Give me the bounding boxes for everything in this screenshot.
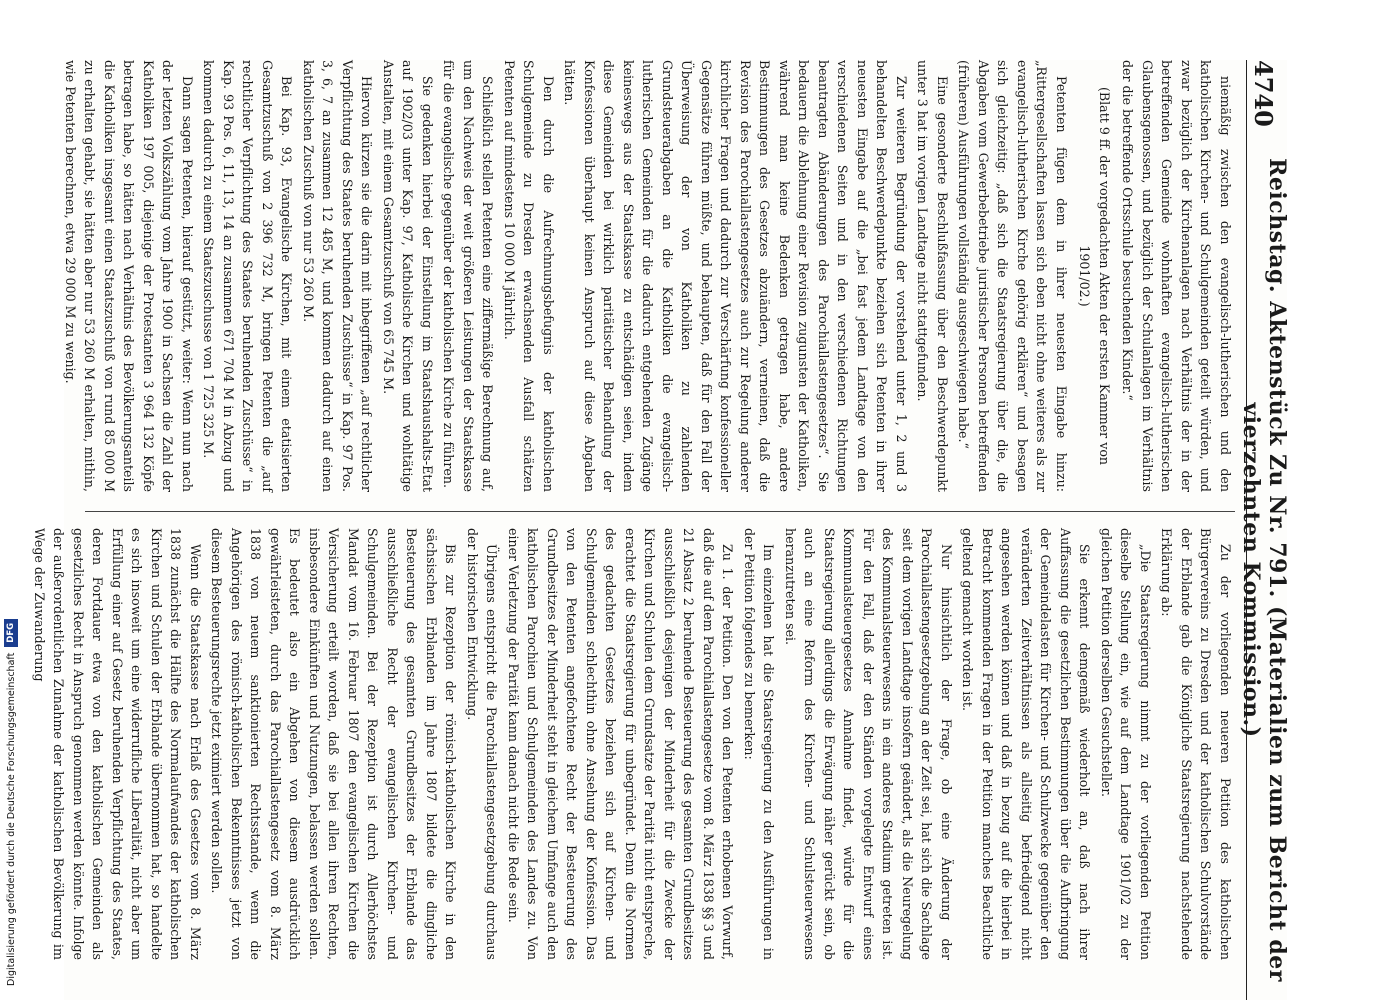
paragraph: Nur hinsichtlich der Frage, ob eine Änderung der Parochiallastengesetzgebung an der Zeit sei, hat sich die Sachlage seit dem vorigen Landtage insofern geändert, als die Neuregelung des Kommunalsteuerwesens in ein anderes Stadium getreten ist. Für den Fall, daß der den Ständen vorgelegte Entwurf eines Kommunalsteuergesetzes Annahme findet, würde für die Staatsregierung allerdings die Erwägung näher gerückt sein, ob auch an eine Reform des Kirchen- und Schulsteuerwesens heranzutreten sei. (783, 528, 954, 960)
scanned-page (32, 60, 1290, 1000)
paragraph: Zur weiteren Begründung der vorstehend unter 1, 2 und 3 behandelten Beschwerdepunkte beziehen sich Petenten in ihrer neuesten Eingabe auf die „bei fast jedem Landtage von den verschiedenen Seiten und in den verschiedenen Richtungen beantragten Abänderungen des Parochiallastengesetzes“. Sie bedauern die Ablehnung einer Revision zugunsten der Katholiken, während man keine Bedenken getragen habe, andere Bestimmungen des Gesetzes abzuändern, verneinen, daß die Revision des Parochiallastengesetzes auch zur Regelung anderer kirchlicher Fragen und dadurch zur Verschärfung konfessioneller Gegensätze führen müßte, und behaupten, daß für den Fall der Überweisung der von Katholiken zu zahlenden Grundsteuerabgaben an die Katholiken die evangelisch-lutherischen Gemeinden für die dadurch entgehenden Zugänge keineswegs aus der Staatskasse zu entschädigen seien, indem diese Gemeinden bei wirklich paritätischer Behandlung der Konfessionen überhaupt keinen Anspruch auf diese Abgaben hätten. (562, 60, 909, 492)
page-number: 4740 (1249, 60, 1279, 127)
digitization-credit (0, 0, 22, 1000)
page-content (32, 60, 1290, 1000)
paragraph: Bis zur Rezeption der römisch-katholischen Kirche in den sächsischen Erblanden im Jahre 1807 bildete die dingliche Besteuerung des gesamten Grundbesitzes der Erblande das ausschließliche Recht der evangelischen Kirchen- und Schulgemeinden. Bei der Rezeption ist durch Allerhöchstes Mandat vom 16. Februar 1807 den evangelischen Kirchen die Versicherung erteilt worden, daß sie bei allen ihren Rechten, insbesondere Einkünften und Nutzungen, belassen werden sollen. Es bedeutet also ein Abgehen von diesem ausdrücklich gewährleisteten, durch das Parochiallastengesetz vom 8. März 1838 von neuem sanktionierten Rechtsstande, wenn die Angehörigen des römisch-katholischen Bekenntnisses jetzt von diesem Besteuerungsrechte jetzt eximiert werden sollen. (209, 528, 459, 960)
paragraph: Eine gesonderte Beschlußfassung über den Beschwerdepunkt unter 3 hat im vorigen Landtage nicht stattgefunden. (915, 60, 950, 492)
paragraph: Sie erkennt demgemäß wiederholt an, daß nach ihrer Auffassung die gesetzlichen Bestimmungen über die Aufbringung der Gemeindelasten für Kirchen- und Schulzwecke gegenüber den veränderten Zeitverhältnissen als allseitig befriedigend nicht angesehen werden können und daß in bezug auf die hierbei in Betracht kommenden Fragen in der Petition manches Beachtliche geltend gemacht worden ist. (960, 528, 1093, 960)
right-column (32, 528, 1235, 960)
paragraph: Zu der vorliegenden neueren Petition des katholischen Bürgervereins zu Dresden und der katholischen Schulvorstände der Erblande gab die Königliche Staatsregierung nachstehende Erklärung ab: (1159, 528, 1233, 960)
paragraph: „Die Staatsregierung nimmt zu der vorliegenden Petition dieselbe Stellung ein, wie auf dem Landtage 1901/02 zu der gleichen Petition derselben Gesuchsteller. (1099, 528, 1153, 960)
credit-text: Digitalisierung gefördert durch die Deutsche Forschungsgemeinschaft (5, 652, 17, 986)
paragraph: niemäßig zwischen den evangelisch-lutherischen und den katholischen Kirchen- und Schulgemeinden geteilt würden, und zwar bezüglich der Kirchenanlagen nach Verhältnis der in der betreffenden Gemeinde wohnhaften evangelisch-lutherischen Glaubensgenossen, und bezüglich der Schulanlagen im Verhältnis der die betreffende Ortsschule besuchenden Kinder.“ (1120, 60, 1233, 492)
paragraph: Hiervon kürzen sie die darin mit inbegriffenen „auf rechtlicher Verpflichtung des Staates beruhenden Zuschüsse“ in Kap. 97 Pos. 3, 6, 7 an zusammen 12 485 M, und kommen dadurch auf einen katholischen Zuschuß von nur 53 260 M. (301, 60, 375, 492)
paragraph: Im einzelnen hat die Staatsregierung zu den Ausführungen in der Petition folgendes zu bemerken: (742, 528, 777, 960)
paragraph: Schließlich stellen Petenten eine ziffermäßige Berechnung auf, um den Nachweis der weit größeren Leistungen der Staatskasse für die evangelische gegenüber der katholischen Kirche zu führen. (441, 60, 496, 492)
paragraph: Übrigens entspricht die Parochiallastengesetzgebung durchaus der historischen Entwicklung. (465, 528, 500, 960)
column-divider (85, 511, 1235, 512)
running-header (1238, 60, 1290, 1000)
running-head-title: Reichstag. Aktenstück Zu Nr. 791. (Materialien zum Bericht der vierzehnten Kommission.) (1238, 158, 1290, 982)
paragraph: (Blatt 9 ff. der vorgedachten Akten der ersten Kammer von 1901/02.) (1077, 86, 1112, 466)
left-column (63, 60, 1235, 492)
paragraph: Bei Kap. 93, Evangelische Kirchen, mit einem etatisierten Gesamtzuschuß von 2 396 732 M, bringen Petenten die „auf rechtlicher Verpflichtung des Staates beruhenden Zuschüsse“ in Kap. 93 Pos. 6, 11, 13, 14 an zusammen 671 704 M in Abzug und kommen dadurch zu einem Staatszuschusse von 1 725 325 M. (201, 60, 295, 492)
dfg-logo: DFG (4, 619, 18, 647)
paragraph: Sie gedenken hierbei der Einstellung im Staatshaushalts-Etat auf 1902/03 unter Kap. 97, Katholische Kirchen und wohltätige Anstalten, mit einem Gesamtzuschuß von 65 745 M. (381, 60, 435, 492)
paragraph: Petenten fügen dem in ihrer neuesten Eingabe hinzu: „Rittergesellschaften lassen sich eben nicht ohne weiteres als zur evangelisch-lutherischen Kirche gehörig erklären“ und besagen sich gleichzeitig: „daß sich die Staatsregierung über die, die Abgaben vom Gewerbebetriebe juristischer Personen betreffenden (früheren) Ausführungen vollständig ausgeschwiegen habe.“ (956, 60, 1069, 492)
paragraph: Dann sagen Petenten, hierauf gestützt, weiter: Wenn nun nach der letzten Volkszählung vom Jahre 1900 in Sachsen die Zahl der Katholiken 197 005, diejenige der Protestanten 3 964 132 Köpfe betragen habe, so hätten nach Verhältnis des Bevölkerungsanteils die Katholiken insgesamt einen Staatszuschuß von rund 85 000 M zu erhalten gehabt, sie hätten aber nur 53 260 M erhalten, mithin, wie Petenten berechnen, etwa 29 000 M zu wenig. (63, 60, 195, 492)
paragraph: Zu 1. der Petition. Den von den Petenten erhobenen Vorwurf, daß die auf dem Parochiallastengesetze vom 8. März 1838 §§ 3 und 21 Absatz 2 beruhende Besteuerung des gesamten Grundbesitzes ausschließlich desjenigen der Minderheit für die Zwecke der Kirchen und Schulen dem Grundsatze der Parität nicht entspreche, erachtet die Staatsregierung für unbegründet. Denn die Normen des gedachten Gesetzes beziehen sich auf Kirchen- und Schulgemeinden schlechthin ohne Ansehung der Konfession. Das von den Petenten angefochtene Recht der Besteuerung des Grundbesitzes der Minderheit steht in gleichem Umfange auch den katholischen Parochien und Schulgemeinden des Landes zu. Von einer Verletzung der Parität kann danach nicht die Rede sein. (506, 528, 736, 960)
paragraph: Wenn die Staatskasse nach Erlaß des Gesetzes vom 8. März 1838 zunächst die Hälfte des Normalaufwandes der katholischen Kirchen und Schulen der Erblande übernommen hat, so handelte es sich insoweit um eine widerrufliche Liberalität, nicht aber um Erfüllung einer auf Gesetz beruhenden Verpflichtung des Staates, deren Fortdauer etwa von den katholischen Gemeinden als gesetzliches Recht in Anspruch genommen werden könnte. Infolge der außerordentlichen Zunahme der katholischen Bevölkerung im Wege der Zuwanderung (32, 528, 203, 960)
paragraph: Den durch die Aufrechnungsbefugnis der katholischen Schulgemeinde zu Dresden erwachsenden Ausfall schätzen Petenten auf mindestens 10 000 M jährlich. (502, 60, 556, 492)
